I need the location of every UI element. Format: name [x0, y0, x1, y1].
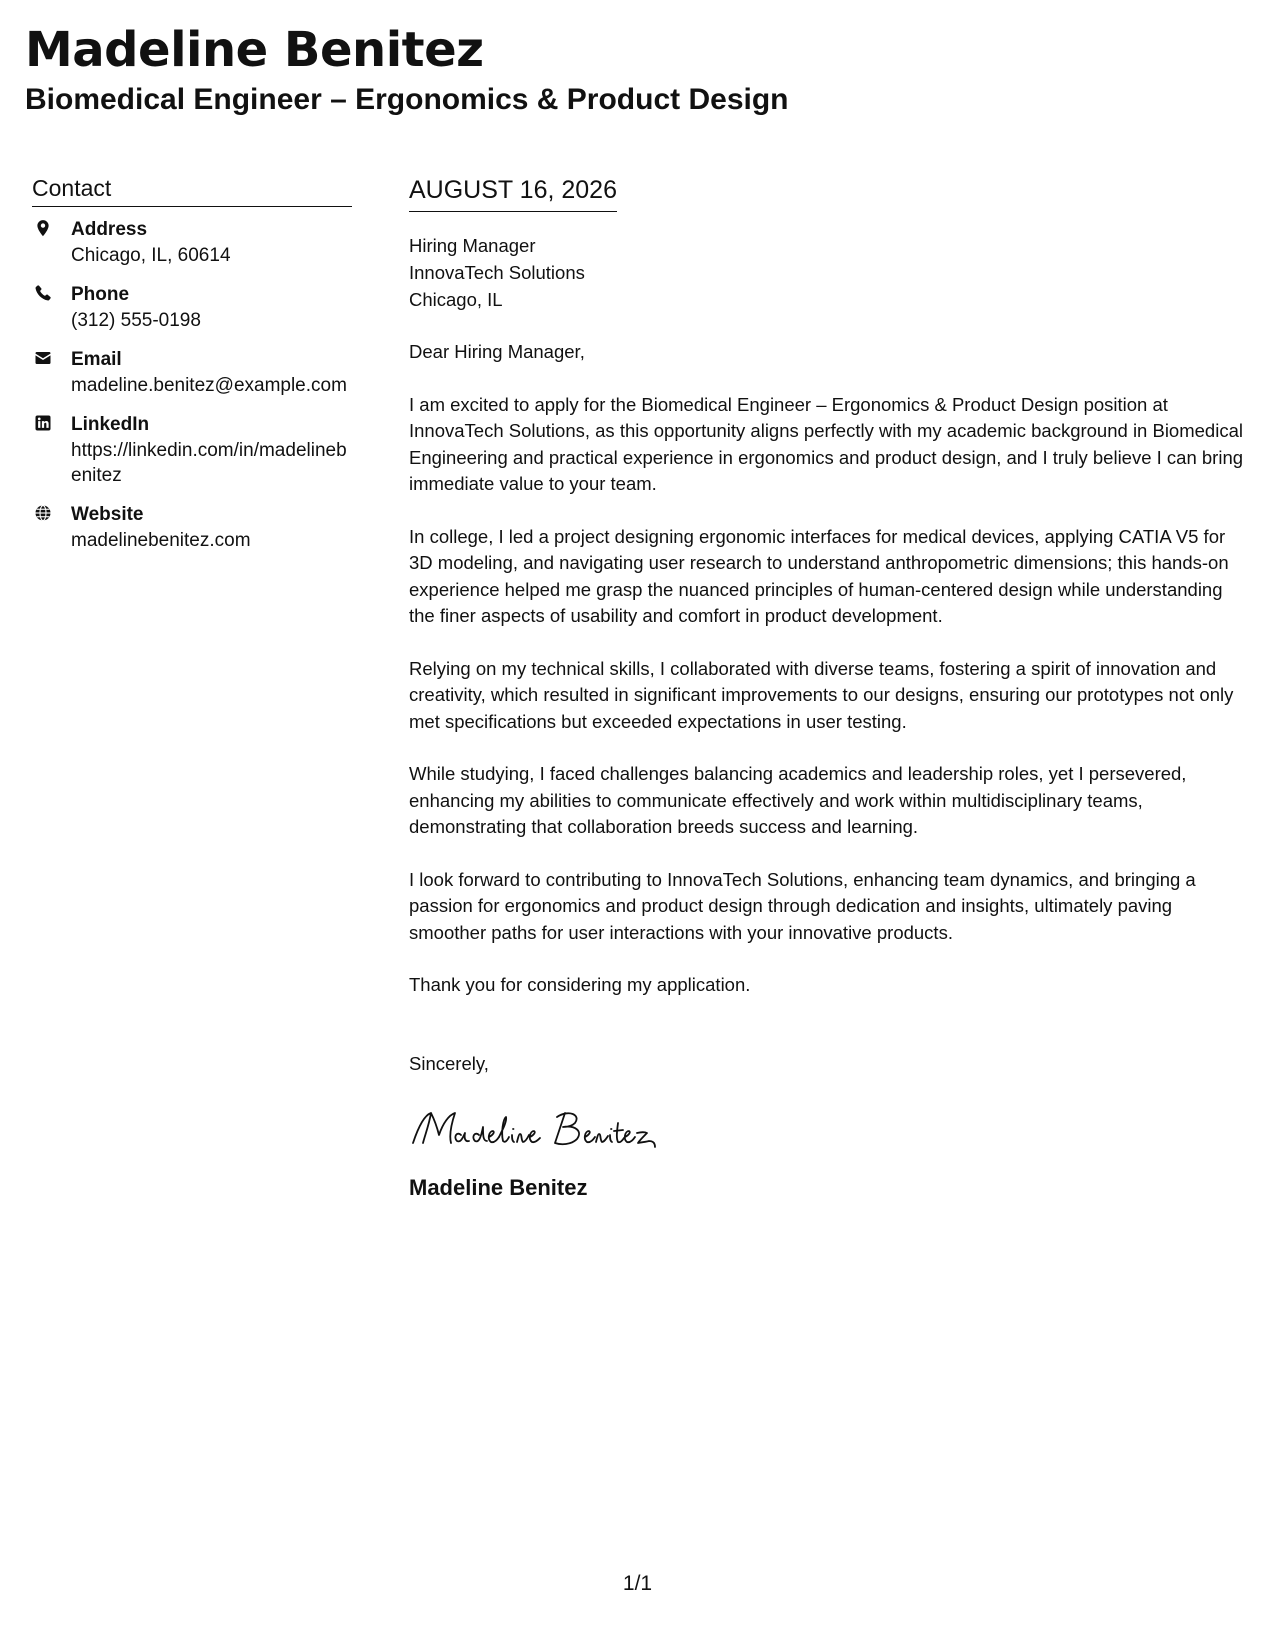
contact-item-website [32, 502, 352, 553]
letter-paragraph: I am excited to apply for the Biomedical Engineer – Ergonomics & Product Design position at InnovaTech Solutions, as this opportunity aligns perfectly with my academic background in Biomedical Engineering and practical experience in ergonomics and product design, and I truly believe I can bring immediate value to your team. [409, 393, 1244, 494]
contact-label: Email [71, 349, 122, 370]
address-value: Chicago, IL, 60614 [71, 245, 231, 266]
recipient-line: Hiring Manager [409, 235, 536, 256]
letter-date: AUGUST 16, 2026 [409, 172, 617, 212]
contact-heading: Contact [32, 172, 352, 207]
contact-item-email [32, 347, 352, 398]
globe-icon [32, 504, 54, 526]
recipient-line: Chicago, IL [409, 289, 503, 310]
recipient-block [409, 232, 1249, 313]
contact-label: LinkedIn [71, 414, 150, 435]
contact-item-address [32, 217, 352, 268]
contact-label: Phone [71, 284, 130, 305]
contact-item-linkedin [32, 412, 352, 488]
linkedin-url[interactable]: https://linkedin.com/in/madelinebenitez [71, 440, 347, 486]
website-value[interactable]: madelinebenitez.com [71, 530, 251, 551]
cover-letter [409, 172, 1249, 1203]
page-number: 1/1 [622, 1572, 653, 1595]
contact-sidebar [32, 172, 352, 567]
closing: Sincerely, [409, 1052, 489, 1074]
letter-paragraph: Thank you for considering my application. [409, 974, 751, 995]
letter-paragraph: I look forward to contributing to InnovaTech Solutions, enhancing team dynamics, and bringing a passion for ergonomics and product design through dedication and insights, ultimately paving smoother paths for user interactions with your innovative products. [409, 868, 1196, 943]
letter-paragraph: Relying on my technical skills, I collaborated with diverse teams, fostering a spirit of innovation and creativity, which resulted in significant improvements to our designs, ensuring our prototypes not only met specifications but exceeded expectations in user testing. [409, 657, 1234, 732]
contact-item-phone [32, 282, 352, 333]
recipient-line: InnovaTech Solutions [409, 262, 585, 283]
email-value[interactable]: madeline.benitez@example.com [71, 375, 347, 396]
salutation: Dear Hiring Manager, [409, 341, 585, 362]
contact-label: Address [71, 219, 148, 240]
letter-paragraph: In college, I led a project designing ergonomic interfaces for medical devices, applying CATIA V5 for 3D modeling, and navigating user research to understand anthropometric dimensions; this hands-on experience helped me grasp the nuanced principles of human-centered design while understanding the finer aspects of usability and comfort in product development. [409, 525, 1229, 626]
handwritten-signature [409, 1105, 669, 1153]
phone-value: (312) 555-0198 [71, 310, 201, 331]
applicant-name: Madeline Benitez [25, 22, 484, 78]
linkedin-icon [32, 414, 54, 436]
map-pin-icon [32, 219, 54, 241]
envelope-icon [32, 349, 54, 371]
signed-name: Madeline Benitez [409, 1175, 588, 1200]
letter-paragraph: While studying, I faced challenges balancing academics and leadership roles, yet I persevered, enhancing my abilities to communicate effectively and work within multidisciplinary teams, demonstrating that collaboration breeds success and learning. [409, 763, 1187, 837]
contact-label: Website [71, 504, 144, 525]
phone-icon [32, 284, 54, 306]
applicant-title: Biomedical Engineer – Ergonomics & Product Design [25, 83, 789, 116]
